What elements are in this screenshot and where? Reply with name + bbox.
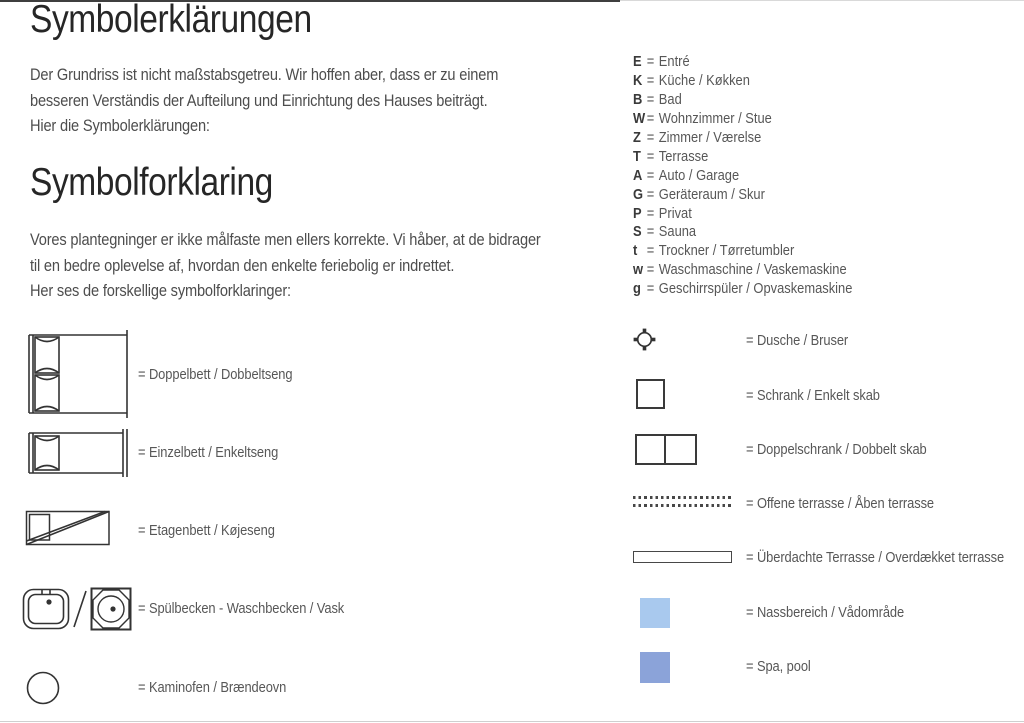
abbreviation-letter: K bbox=[633, 71, 643, 89]
symbol-label-single-bed: = Einzelbett / Enkeltseng bbox=[138, 444, 279, 461]
equals-sign: = bbox=[646, 147, 655, 165]
kitchen-sink-icon bbox=[22, 588, 70, 635]
abbreviation-label: Trockner / Tørretumbler bbox=[658, 242, 795, 260]
abbreviation-letter: P bbox=[633, 204, 642, 222]
abbreviation-label: Geschirrspüler / Opvaskemaskine bbox=[658, 280, 853, 298]
symbol-label-wet-area: = Nassbereich / Vådområde bbox=[746, 604, 905, 621]
abbreviation-row bbox=[633, 53, 852, 72]
abbreviation-label: Bad bbox=[658, 90, 682, 108]
abbreviation-letter: Z bbox=[633, 128, 641, 146]
equals-sign: = bbox=[646, 109, 655, 127]
single-cabinet-icon bbox=[636, 379, 665, 409]
double-bed-icon bbox=[25, 330, 131, 423]
symbol-label-bunk-bed: = Etagenbett / Køjeseng bbox=[138, 522, 275, 539]
shower-icon bbox=[633, 328, 656, 356]
abbreviation-letter: g bbox=[633, 280, 641, 298]
abbreviation-row bbox=[633, 280, 852, 299]
open-terrace-icon bbox=[633, 504, 732, 507]
abbreviation-list bbox=[633, 53, 852, 299]
equals-sign: = bbox=[646, 128, 655, 146]
symbol-label-wood-stove: = Kaminofen / Brændeovn bbox=[138, 679, 287, 696]
intro-german-line: Hier die Symbolerklärungen: bbox=[30, 116, 210, 135]
abbreviation-row bbox=[633, 223, 852, 242]
equals-sign: = bbox=[646, 185, 655, 203]
cabinet-divider bbox=[664, 436, 666, 463]
symbol-label-double-bed: = Doppelbett / Dobbeltseng bbox=[138, 366, 293, 383]
symbol-label-sink: = Spülbecken - Waschbecken / Vask bbox=[138, 600, 345, 617]
abbreviation-label: Küche / Køkken bbox=[658, 71, 750, 89]
abbreviation-label: Auto / Garage bbox=[658, 166, 740, 184]
abbreviation-letter: t bbox=[633, 242, 638, 260]
abbreviation-letter: A bbox=[633, 166, 643, 184]
abbreviation-label: Wohnzimmer / Stue bbox=[658, 109, 772, 127]
page-top-edge-light bbox=[620, 0, 1024, 1]
abbreviation-row bbox=[633, 167, 852, 186]
equals-sign: = bbox=[646, 90, 655, 108]
abbreviation-row bbox=[633, 129, 852, 148]
abbreviation-letter: T bbox=[633, 147, 641, 165]
abbreviation-row bbox=[633, 242, 852, 261]
symbol-label-covered-terrace: = Überdachte Terrasse / Overdækket terrasse bbox=[746, 549, 1005, 566]
abbreviation-row bbox=[633, 261, 852, 280]
abbreviation-row bbox=[633, 148, 852, 167]
symbol-label-double-cabinet: = Doppelschrank / Dobbelt skab bbox=[746, 441, 927, 458]
equals-sign: = bbox=[646, 53, 655, 70]
abbreviation-row bbox=[633, 205, 852, 224]
wood-stove-icon bbox=[26, 671, 60, 710]
abbreviation-label: Terrasse bbox=[658, 147, 709, 165]
symbol-label-open-terrace: = Offene terrasse / Åben terrasse bbox=[746, 495, 935, 512]
abbreviation-row bbox=[633, 186, 852, 205]
abbreviation-label: Sauna bbox=[658, 223, 697, 241]
intro-german-line: Der Grundriss ist nicht maßstabsgetreu. Wir hoffen aber, dass er zu einem bbox=[30, 65, 499, 84]
covered-terrace-icon bbox=[633, 551, 732, 563]
equals-sign: = bbox=[646, 242, 655, 260]
intro-danish-line: til en bedre oplevelse af, hvordan den enkelte feriebolig er indrettet. bbox=[30, 255, 455, 275]
spa-pool-icon bbox=[640, 652, 670, 683]
equals-sign: = bbox=[646, 280, 655, 298]
abbreviation-label: Zimmer / Værelse bbox=[658, 128, 762, 146]
washbasin-icon bbox=[90, 587, 132, 636]
symbol-label-spa-pool: = Spa, pool bbox=[746, 658, 811, 675]
abbreviation-label: Entré bbox=[658, 53, 690, 70]
single-bed-icon bbox=[25, 429, 131, 482]
abbreviation-letter: W bbox=[633, 109, 646, 127]
wet-area-icon bbox=[640, 598, 670, 628]
symbol-label-single-cabinet: = Schrank / Enkelt skab bbox=[746, 387, 880, 404]
abbreviation-row bbox=[633, 72, 852, 91]
equals-sign: = bbox=[646, 166, 655, 184]
abbreviation-letter: w bbox=[633, 261, 644, 279]
equals-sign: = bbox=[646, 204, 655, 222]
page-bottom-edge bbox=[0, 721, 1024, 722]
equals-sign: = bbox=[646, 71, 655, 89]
abbreviation-row bbox=[633, 110, 852, 129]
intro-german bbox=[30, 62, 498, 139]
intro-danish bbox=[30, 227, 541, 304]
slash-separator-icon bbox=[73, 590, 87, 633]
equals-sign: = bbox=[646, 261, 655, 279]
bunk-bed-icon bbox=[25, 510, 111, 551]
abbreviation-letter: E bbox=[633, 53, 642, 70]
intro-danish-line: Vores plantegninger er ikke målfaste men ellers korrekte. Vi håber, at de bidrager bbox=[30, 230, 541, 249]
intro-german-line: besseren Verständis der Aufteilung und Einrichtung des Hauses beiträgt. bbox=[30, 90, 488, 110]
heading-danish: Symbolforklaring bbox=[30, 161, 273, 204]
abbreviation-row bbox=[633, 91, 852, 110]
symbol-label-shower: = Dusche / Bruser bbox=[746, 332, 849, 349]
abbreviation-label: Waschmaschine / Vaskemaskine bbox=[658, 261, 847, 279]
open-terrace-icon bbox=[633, 496, 732, 499]
abbreviation-label: Privat bbox=[658, 204, 692, 222]
abbreviation-letter: S bbox=[633, 223, 642, 241]
heading-german: Symbolerklärungen bbox=[30, 0, 312, 41]
double-cabinet-icon bbox=[635, 434, 697, 465]
abbreviation-letter: G bbox=[633, 185, 644, 203]
abbreviation-label: Geräteraum / Skur bbox=[658, 185, 765, 203]
intro-danish-line: Her ses de forskellige symbolforklaringer: bbox=[30, 281, 291, 300]
abbreviation-letter: B bbox=[633, 90, 643, 108]
equals-sign: = bbox=[646, 223, 655, 241]
